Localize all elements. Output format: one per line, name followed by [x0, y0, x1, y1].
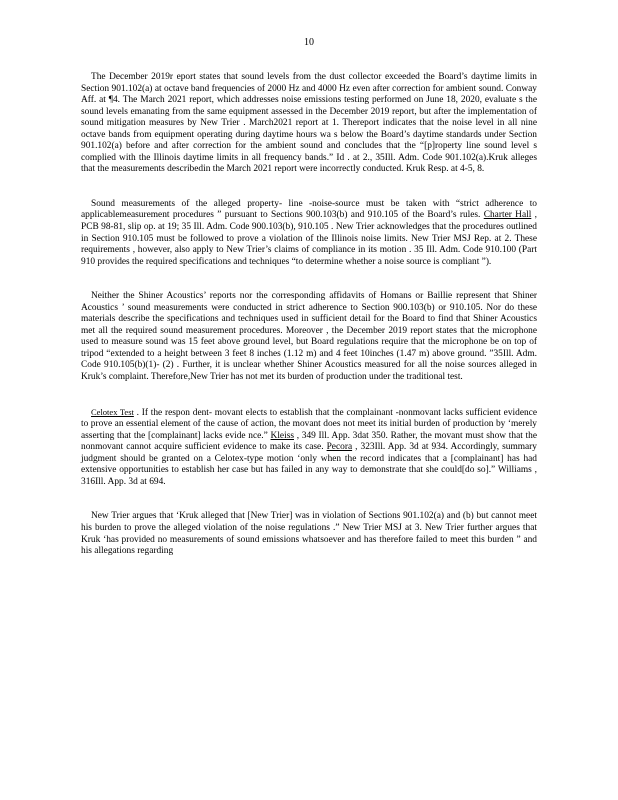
section-heading-celotex-test: Celotex Test	[91, 406, 134, 417]
case-citation-charter-hall: Charter Hall	[483, 210, 532, 221]
paragraph-sound-measurement-rules	[81, 199, 537, 268]
document-body	[81, 72, 537, 581]
paragraph-text: Sound measurements of the alleged property- line -noise-source must be taken with “strict adherence to applicablemeasurement procedures ” pursuant to Sections 900.103(b) and 910.105 of the Board’s rules.	[81, 198, 537, 221]
case-citation-pecora: Pecora	[326, 442, 353, 453]
paragraph-celotex-test	[81, 407, 537, 489]
paragraph-text: , PCB 98-81, slip op. at 19; 35 Ill. Adm. Code 900.103(b), 910.105 . New Trier acknowledges that the procedures outlined in Section 910.105 must be followed to prove a violation of the Illinois noise limits. New Trier MSJ Rep. at 2. These requirements , however, also apply to New Trier’s claims of compliance in its motion . 35 Ill. Adm. Code 910.100 (Part 910 provides the required specifications and techniques “to determine whether a noise source is compliant ”).	[81, 210, 537, 267]
case-citation-kleiss: Kleiss	[270, 430, 294, 441]
paragraph-shiner-acoustics: Neither the Shiner Acoustics’ reports nor the corresponding affidavits of Homans or Baillie represent that Shiner Acoustics ’ sound measurements were conducted in strict adherence to Section 900.103(b) or 910.105. Nor do these materials describe the specifications and techniques used in sufficient detail for the Board to find that Shiner Acoustics met all the required sound measurement procedures. Moreover , the December 2019 report states that the microphone used to measure sound was 15 feet above ground level, but Board regulations require that the microphone be on top of tripod “extended to a height between 3 feet 8 inches (1.12 m) and 4 feet 10inches (1.47 m) above ground. ”35Ill. Adm. Code 910.105(b)(1)- (2) . Further, it is unclear whether Shiner Acoustics measured for all the noise sources alleged in Kruk’s complaint. Therefore,New Trier has not met its burden of production under the traditional test.	[81, 291, 537, 383]
paragraph-dust-collector-reports: The December 2019r eport states that sound levels from the dust collector exceeded the Board’s daytime limits in Section 901.102(a) at octave band frequencies of 2000 Hz and 4000 Hz even after correction for ambient sound. Conway Aff. at ¶4. The March 2021 report, which addresses noise emissions testing performed on June 18, 2020, evaluate s the sound levels emanating from the same equipment assessed in the December 2019 report, but after the implementation of sound mitigation measures by New Trier . March2021 report at 1. Thereport indicates that the noise level in all nine octave bands from equipment operating during daytime hours wa s below the Board’s daytime standards under Section 901.102(a) before and after correction for the ambient sound and concludes that the “[p]roperty line sound level s complied with the Illinois daytime limits in all frequency bands.” Id . at 2., 35Ill. Adm. Code 901.102(a).Kruk alleges that the measurements describedin the March 2021 report were incorrectly conducted. Kruk Resp. at 4-5, 8.	[81, 72, 537, 175]
paragraph-text: , 349 Ill. App. 3dat 350. Rather, the movant must show that the nonmovant cannot acquire sufficient evidence to make its case.	[81, 430, 538, 453]
page-number: 10	[304, 37, 314, 48]
paragraph-text: . If the respon dent- movant elects to establish that the complainant -nonmovant lacks sufficient evidence to prove an essential element of the cause of action, the movant does not meet its initial burden of production by ‘merely asserting that the [complainant] lacks evide nce.”	[81, 407, 537, 441]
paragraph-new-trier-arguments: New Trier argues that ‘Kruk alleged that [New Trier] was in violation of Sections 901.102(a) and (b) but cannot meet his burden to prove the alleged violation of the noise regulations .” New Trier MSJ at 3. New Trier further argues that Kruk ‘has provided no measurements of sound emissions whatsoever and has therefore failed to meet this burden ” and his allegations regarding	[81, 511, 537, 557]
paragraph-text: , 323Ill. App. 3d at 934. Accordingly, summary judgment should be granted on a Celotex-type motion ‘only when the record indicates that a [complainant] has had extensive opportunities to establish her case but has failed in any way to demonstrate that she could[do so].” Williams , 316Ill. App. 3d at 694.	[81, 442, 537, 487]
